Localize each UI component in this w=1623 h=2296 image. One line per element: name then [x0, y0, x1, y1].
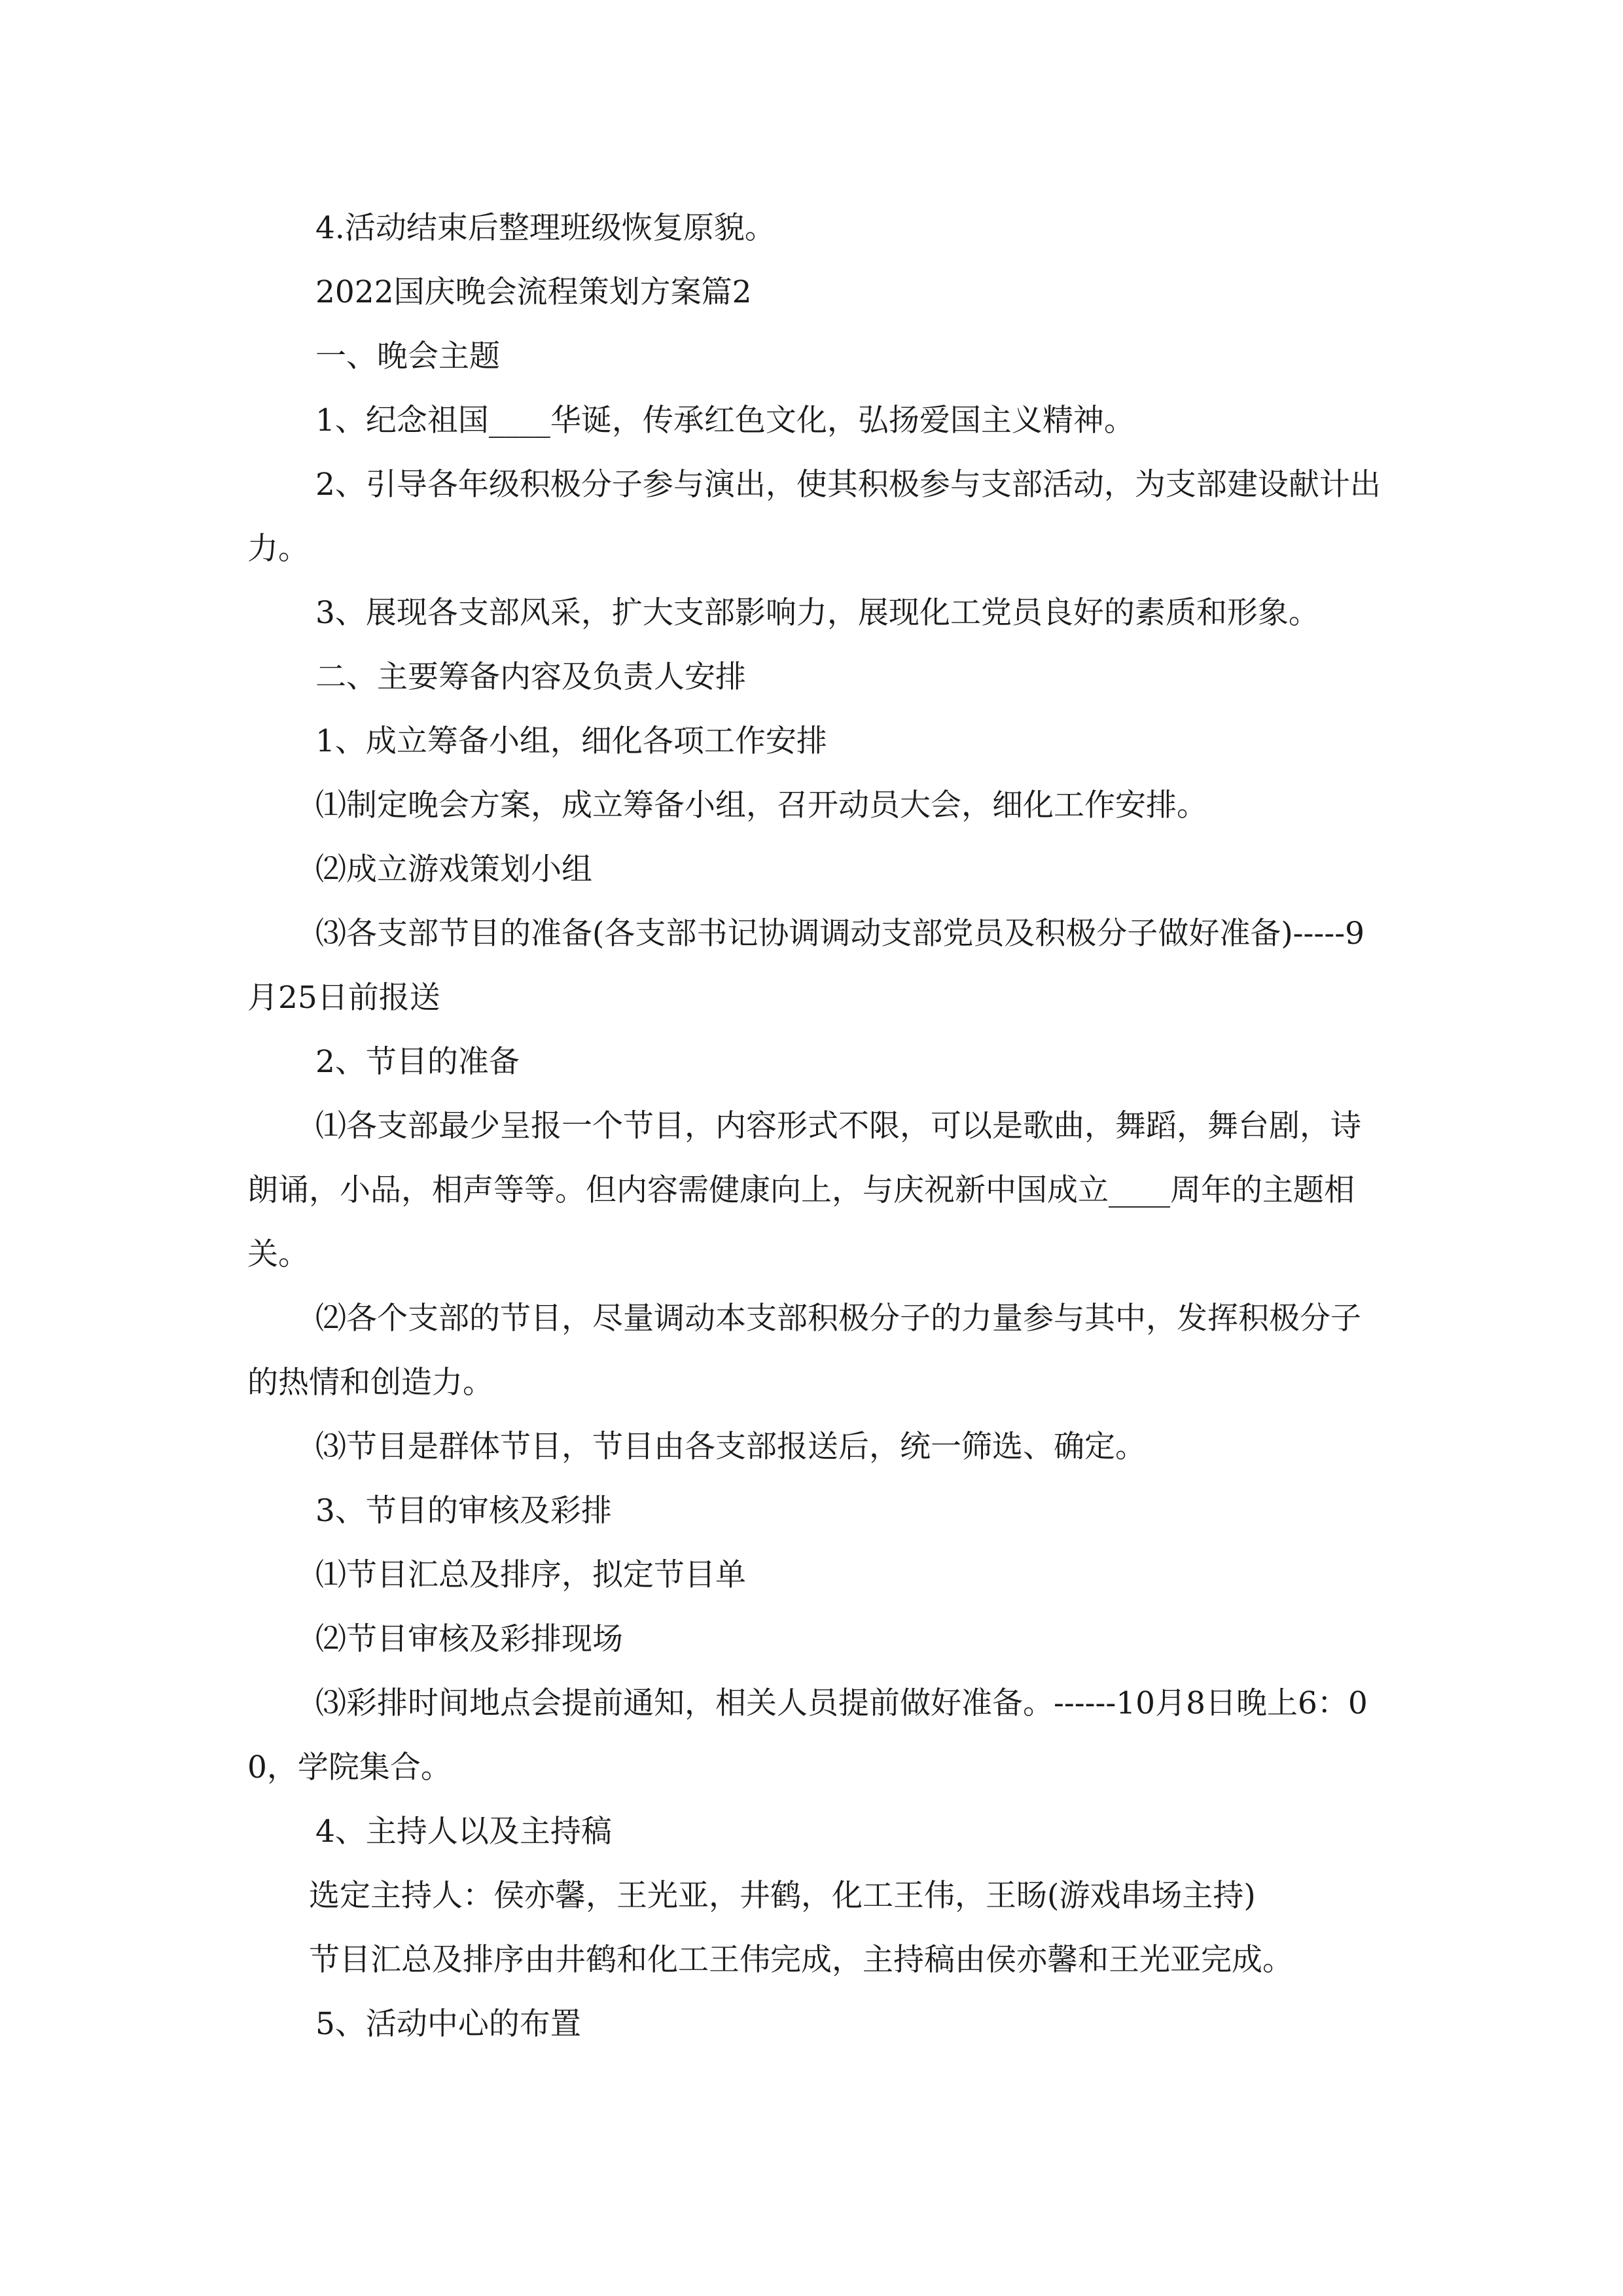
prep-item-3: 3、节目的审核及彩排: [315, 1493, 612, 1529]
prep-item-3-1: ⑴节目汇总及排序，拟定节目单: [315, 1557, 746, 1593]
prep-item-2-2: ⑵各个支部的节目，尽量调动本支部积极分子的力量参与其中，发挥积极分子的热情和创造力。: [247, 1300, 1361, 1401]
prep-item-3-3: ⑶彩排时间地点会提前通知，相关人员提前做好准备。------10月8日晚上6：00，学院集合。: [247, 1685, 1368, 1785]
theme-item-3: 3、展现各支部风采，扩大支部影响力，展现化工党员良好的素质和形象。: [315, 595, 1319, 631]
prep-item-2-3: ⑶节目是群体节目，节目由各支部报送后，统一筛选、确定。: [315, 1429, 1146, 1465]
heading-preparation: 二、主要筹备内容及负责人安排: [315, 659, 746, 695]
prep-item-2-1: ⑴各支部最少呈报一个节目，内容形式不限，可以是歌曲，舞蹈，舞台剧，诗朗诵，小品，相声等等。但内容需健康向上，与庆祝新中国成立____周年的主题相关。: [247, 1108, 1361, 1272]
document-body: [247, 196, 1386, 2056]
theme-item-1: 1、纪念祖国____华诞，传承红色文化，弘扬爱国主义精神。: [315, 403, 1135, 439]
heading-theme: 一、晚会主题: [315, 338, 500, 374]
paragraph-cleanup-note: 4.活动结束后整理班级恢复原貌。: [315, 210, 776, 246]
prep-item-1-1: ⑴制定晚会方案，成立筹备小组，召开动员大会，细化工作安排。: [315, 787, 1207, 823]
hosts-list: 选定主持人：侯亦馨，王光亚，井鹤，化工王伟，王旸(游戏串场主持): [309, 1878, 1256, 1914]
prep-item-3-2: ⑵节目审核及彩排现场: [315, 1621, 623, 1657]
prep-item-1: 1、成立筹备小组，细化各项工作安排: [315, 723, 827, 759]
section-heading-plan-2: 2022国庆晚会流程策划方案篇2: [315, 274, 752, 310]
prep-item-1-2: ⑵成立游戏策划小组: [315, 852, 592, 888]
prep-item-5: 5、活动中心的布置: [315, 2006, 581, 2042]
prep-item-1-3: ⑶各支部节目的准备(各支部书记协调调动支部党员及积极分子做好准备)-----9月25日前报送: [247, 916, 1364, 1016]
theme-item-2: 2、引导各年级积极分子参与演出，使其积极参与支部活动，为支部建设献计出力。: [247, 467, 1381, 567]
prep-item-2: 2、节目的准备: [315, 1044, 520, 1080]
hosts-responsibility: 节目汇总及排序由井鹤和化工王伟完成，主持稿由侯亦馨和王光亚完成。: [309, 1942, 1293, 1978]
prep-item-4: 4、主持人以及主持稿: [315, 1814, 612, 1850]
